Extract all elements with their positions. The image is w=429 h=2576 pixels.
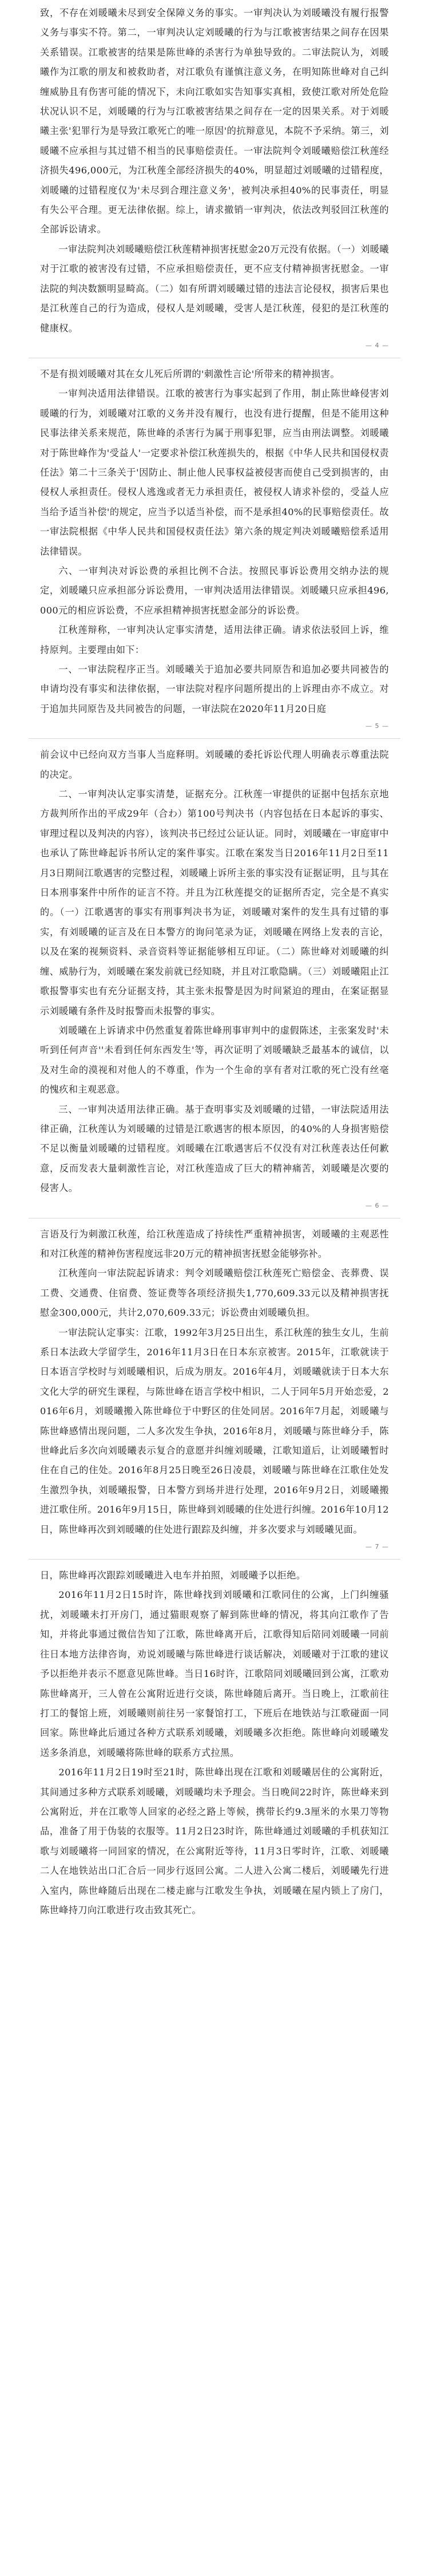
paragraph: 不是有损刘暖曦对其在女儿死后所谓的'刺激性言论'所带来的精神损害。: [40, 368, 340, 379]
paragraph: 六、一审判决对诉讼费的承担比例不合法。按照民事诉讼费用交纳办法的规定，刘暖曦只应承担部分诉讼费用，一审判决适用法律错误。刘暖曦只应承担496,000元的相应诉讼费，不应承担精神损害抚慰金部分的诉讼费。: [40, 565, 389, 616]
page-separator: [40, 342, 389, 361]
page-separator: [40, 1202, 389, 1221]
page-number: — 6 —: [366, 1201, 389, 1209]
page-divider: [29, 738, 400, 739]
paragraph: 江秋莲辩称，一审判决认定事实清楚，适用法律正确。请求依法驳回上诉，维持原判。主要理由如下：: [40, 624, 389, 655]
paragraph: 一审判决适用法律错误。江歌的被害行为事实起到了作用，制止陈世峰侵害刘暖曦的行为，刘暖曦对江歌的义务并没有履行，也没有进行提醒，但是不能用这种民事法律关系来规范，陈世峰的杀害行为属于刑事犯罪，应当由刑法调整。刘暖曦对于陈世峰作为'受益人'一定要求补偿江秋莲损失的，根据《中华人民共和国侵权责任法》第二十三条关于'因防止、制止他人民事权益被侵害而使自己受到损害的，由侵权人承担责任。侵权人逃逸或者无力承担责任，被侵权人请求补偿的，受益人应当给予适当补偿'的规定，应当予以适当补偿，而不是承担40%的民事赔偿责任。故一审法院根据《中华人民共和国侵权责任法》第六条的规定判决刘暖曦赔偿系适用法律错误。: [40, 388, 389, 557]
paragraph: 言语及行为刺激江秋莲，给江秋莲造成了持续性严重精神损害，刘暖曦的主观恶性和对江秋莲的精神伤害程度远非20万元的精神损害抚慰金能够弥补。: [40, 1228, 389, 1259]
page-section-8: [40, 1566, 389, 1920]
page-number: — 4 —: [366, 341, 389, 349]
paragraph: 三、一审判决适用法律正确。基于查明事实及刘暖曦的过错，一审法院适用法律正确，江秋莲认为刘暖曦的过错是江歌遇害的根本原因，的40%的人身损害赔偿不足以衡量刘暖曦的过错程度。刘暖曦在江歌遇害后不仅没有对江秋莲表达任何歉意，反而发表大量刺激性言论，对江秋莲造成了巨大的精神痛苦，刘暖曦是次要的侵害人。: [40, 1103, 389, 1194]
page-section-7: [40, 1225, 389, 1563]
page-divider: [29, 1559, 400, 1560]
paragraph: 刘暖曦在上诉请求中仍然重复着陈世峰刑事审判中的虚假陈述，主张案发时'未听到任何声音''未看到任何东西发生'等，再次证明了刘暖曦缺乏最基本的诚信，以及对生命的漠视和对他人的不尊重，作为一个生命的享有者对江歌的死亡没有丝毫的愧疚和主观恶意。: [40, 1024, 389, 1095]
paragraph: 日，陈世峰再次跟踪刘暖曦进入电车并拍照，刘暖曦予以拒绝。: [40, 1570, 306, 1581]
page-section-6: [40, 745, 389, 1221]
paragraph: 一、一审法院程序正当。刘暖曦关于追加必要共同原告和追加必要共同被告的申请均没有事实和法律依据，一审法院对程序问题所提出的上诉理由亦不成立。对于追加共同原告及共同被告的问题，一审法院在2020年11月20日庭: [40, 664, 389, 714]
page-separator: [40, 722, 389, 742]
paragraph: 前会议中已经向双方当事人当庭释明。刘暖曦的委托诉讼代理人明确表示尊重法院的决定。: [40, 749, 389, 780]
paragraph: 江秋莲向一审法院起诉请求：判令刘暖曦赔偿江秋莲死亡赔偿金、丧葬费、误工费、交通费、住宿费、签证费等各项经济损失1,770,609.33元以及精神损害抚慰金300,000元，共计2,070,609.33元；诉讼费由刘暖曦负担。: [40, 1268, 389, 1319]
paragraph: 一审法院判决刘暖曦赔偿江秋莲精神损害抚慰金20万元没有依据。（一）刘暖曦对于江歌的被害没有过错，不应承担赔偿责任，更不应支付精神损害抚慰金。一审法院的判决数额明显畸高。（二）如有所谓刘暖曦过错的违法言论侵权，损害后果也是江秋莲自己的行为造成，侵权人是刘暖曦，受害人是江秋莲，侵犯的是江秋莲的健康权。: [40, 243, 389, 334]
paragraph: 一审法院认定事实：江歌，1992年3月25日出生，系江秋莲的独生女儿，生前系日本法政大学留学生，2016年11月3日在日本东京被害。2015年，江歌就读于日本语言学校时与刘暖曦相识，后成为朋友。2016年4月，刘暖曦就读于日本大东文化大学的研究生课程，与陈世峰在语言学校中相识，二人于同年5月开始恋爱，2016年6月，刘暖曦搬入陈世峰位于中野区的住处同居。2016年7月起，刘暖曦与陈世峰感情出现问题，二人多次发生争执，2016年8月，刘暖曦与陈世峰分手，陈世峰此后多次向刘暖曦表示复合的意愿并纠缠刘暖曦，江歌知道后，让刘暖曦暂时住在自己的住处。2016年8月25日晚至26日凌晨，刘暖曦与陈世峰在江歌住处发生激烈争执，刘暖曦报警，日本警方到场并进行处理，2016年9月2日，刘暖曦搬进江歌住所。2016年9月15日，陈世峰到刘暖曦的住处进行纠缠。2016年10月12日，陈世峰再次到刘暖曦的住处进行跟踪及纠缠，并多次要求与刘暖曦见面。: [40, 1327, 389, 1535]
page-number: — 5 —: [366, 722, 389, 730]
page-section-5: [40, 365, 389, 742]
paragraph: 致，不存在刘暖曦未尽到安全保障义务的事实。一审判决认为刘暖曦没有履行报警义务与事实不符。第二，一审判决认定刘暖曦的行为与江歌被害结果之间存在因果关系错误。江歌被害的结果是陈世峰的杀害行为单独导致的。二审法院认为，刘暖曦作为江歌的朋友和被救助者，对江歌负有谨慎注意义务，在明知陈世峰对自己纠缠威胁且有伤害可能的情况下，未向江歌如实告知事实真相，致使江歌对所处危险状况认识不足，刘暖曦的行为与江歌被害结果之间存在一定的因果关系。对于刘暖曦主张'犯罪行为是导致江歌死亡的唯一原因'的抗辩意见，本院不予采纳。第三，刘暖曦不应承担与其过错不相当的民事赔偿责任。一审法院判令刘暖曦赔偿江秋莲经济损失496,000元，为江秋莲全部经济损失的40%，明显超过刘暖曦的过错程度，刘暖曦的过错程度仅为'未尽到合理注意义务'，被判决承担40%的民事责任，明显有失公平合理。更无法律依据。综上，请求撤销一审判决，依法改判驳回江秋莲的全部诉讼请求。: [40, 7, 389, 235]
paragraph: 二、一审判决认定事实清楚，证据充分。江秋莲一审提供的证据中包括东京地方裁判所作出的平成29年（合わ）第100号判决书（内容包括在日本起诉的事实、审理过程以及判决的内容），该判决书已经过公证认证。同时，刘暖曦在一审庭审中也承认了陈世峰起诉书所认定的案件事实。江歌在案发当日2016年11月2日至11月3日期间江歌遇害的完整过程，刘暖曦上诉所主张的事实没有证据证明，且与其在日本刑事案件中所作的证言不符。并且为江秋莲提交的证据所否定，完全是不真实的。（一）江歌遇害的事实有刑事判决书为证，刘暖曦对案件的发生具有过错的事实，有刘暖曦的证言及在日本警方的询问笔录为证，刘暖曦在网络上发表的言论，以及在案的视频资料、录音资料等证据能够相互印证。（二）陈世峰对刘暖曦的纠缠、威胁行为，刘暖曦在案发前就已经知晓，并且对江歌隐瞒。（三）刘暖曦阻止江歌报警事实也有充分证据支持，其主张未报警是因为时间紧迫的理由，在案证据显示刘暖曦有条件及时报警而未报警的事实。: [40, 789, 389, 1016]
page-section-4: [40, 3, 389, 361]
page-separator: [40, 1543, 389, 1562]
paragraph: 2016年11月2日19时至21时，陈世峰出现在江歌和刘暖曦居住的公寓附近，其间通过多种方式联系刘暖曦，刘暖曦均未予理会。当日晚间22时许，陈世峰来到公寓附近，并在江歌等人回家的必经之路上等候，携带长约9.3厘米的水果刀等物品，准备了用于伪装的衣服等。11月2日23时许，陈世峰通过刘暖曦的手机获知江歌与刘暖曦将一同回家的情况，在公寓附近等待，11月3日零时许，江歌、刘暖曦二人在地铁站出口汇合后一同步行返回公寓。二人进入公寓二楼后，刘暖曦先行进入室内，陈世峰随后出现在二楼走廊与江歌发生争执，刘暖曦在屋内锁上了房门，陈世峰持刀向江歌进行攻击致其死亡。: [40, 1767, 389, 1916]
page-number: — 7 —: [366, 1543, 389, 1551]
paragraph: 2016年11月2日15时许，陈世峰找到刘暖曦和江歌同住的公寓，上门纠缠骚扰，刘暖曦未打开房门，通过猫眼观察了解到陈世峰的情况，将其向江歌作了告知，并将此事通过微信告知了江歌，陈世峰离开后，江歌得知后陪同刘暖曦一同前往日本地方法律咨询，劝说刘暖曦与陈世峰进行谈话解决，刘暖曦对于江歌的建议予以拒绝并表示不愿意见陈世峰。当日16时许，江歌陪同刘暖曦回到公寓，江歌劝陈世峰离开，三人曾在公寓附近进行交谈，陈世峰随后离开。当日晚上，江歌前往打工的餐馆上班，刘暖曦则前往另一家餐馆打工，下班后在地铁站与江歌碰面一同回家。陈世峰此后通过各种方式联系刘暖曦，刘暖曦多次拒绝。陈世峰向刘暖曦发送多条消息，刘暖曦将陈世峰的联系方式拉黑。: [40, 1589, 389, 1758]
